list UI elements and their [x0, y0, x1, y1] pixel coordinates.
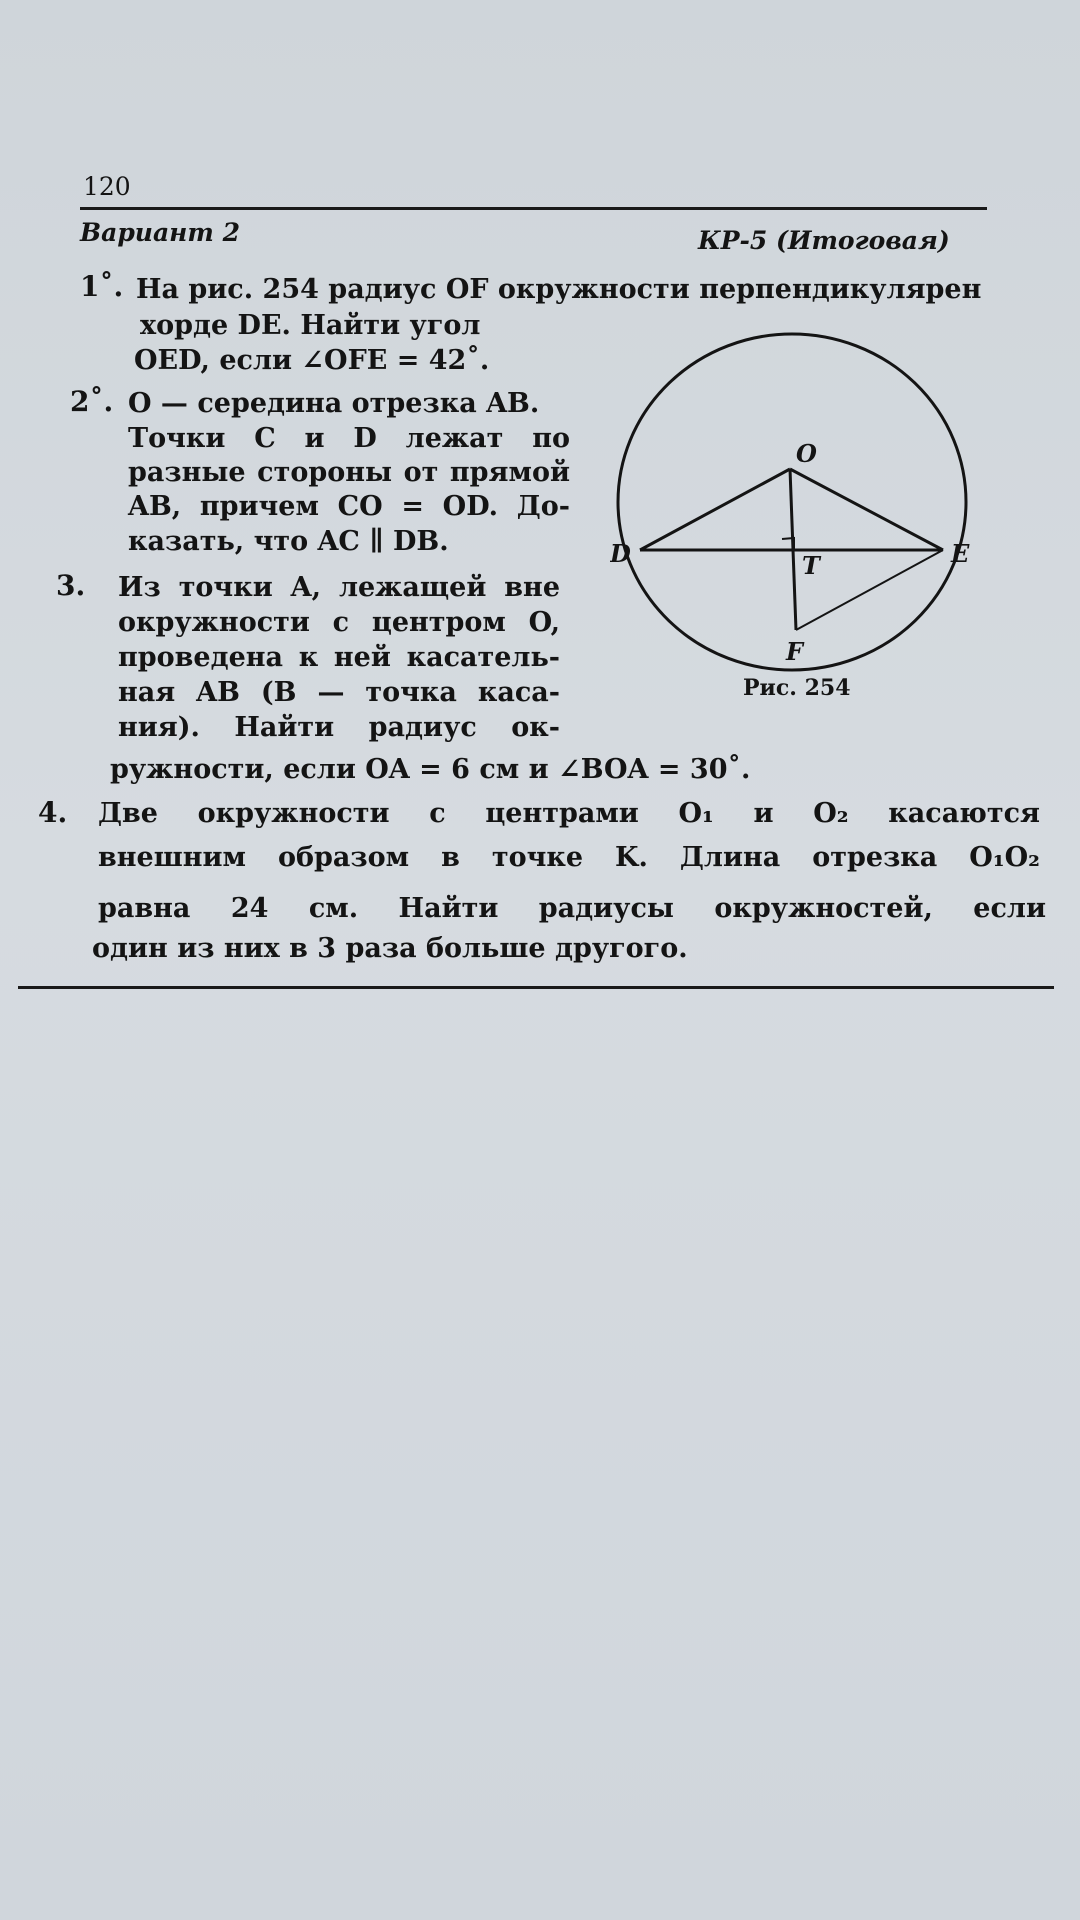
footer-rule [18, 986, 1054, 989]
problem-3-line-5: ния). Найти радиус ок- [118, 712, 560, 743]
figure-caption: Рис. 254 [743, 675, 851, 701]
problem-2-line-3: разные стороны от прямой [128, 457, 570, 488]
radius-oe [790, 469, 943, 550]
problem-1-line-2: хорде DE. Найти угол [140, 310, 481, 341]
problem-1-number: 1˚. [80, 270, 124, 303]
page-number: 120 [83, 172, 131, 201]
radius-od [640, 469, 790, 550]
problem-2-line-2: Точки C и D лежат по [128, 423, 570, 454]
problem-4-line-3: равна 24 см. Найти радиусы окружностей, если [98, 893, 1046, 924]
label-e: E [951, 539, 970, 568]
problem-3-line-3: проведена к ней касатель- [118, 642, 560, 673]
header-rule [80, 207, 987, 210]
problem-4-line-2: внешним образом в точке K. Длина отрезка O₁O₂ [98, 842, 1040, 873]
problem-1-line-3: OED, если ∠OFE = 42˚. [134, 345, 490, 376]
label-o: O [796, 439, 817, 468]
problem-3-line-1: Из точки A, лежащей вне [118, 572, 560, 603]
problem-2-number: 2˚. [70, 385, 114, 418]
label-f: F [786, 637, 804, 666]
figure-254 [610, 312, 982, 680]
problem-3-line-2: окружности с центром O, [118, 607, 560, 638]
problem-4-line-4: один из них в 3 раза больше другого. [92, 933, 688, 964]
problem-3-number: 3. [56, 569, 86, 602]
problem-1-line-1: На рис. 254 радиус OF окружности перпендикулярен [136, 274, 982, 305]
label-d: D [610, 539, 631, 568]
problem-2-line-4: AB, причем CO = OD. До- [128, 491, 570, 522]
problem-4-number: 4. [38, 796, 68, 829]
test-title: КР-5 (Итоговая) [698, 226, 950, 255]
problem-4-line-1: Две окружности с центрами O₁ и O₂ касаются [98, 798, 1040, 829]
problem-3-line-6: ружности, если OA = 6 см и ∠BOA = 30˚. [110, 754, 751, 785]
problem-3-line-4: ная AB (B — точка каса- [118, 677, 560, 708]
problem-2-line-1: O — середина отрезка AB. [128, 388, 540, 419]
problem-2-line-5: казать, что AC ∥ DB. [128, 526, 449, 557]
variant-label: Вариант 2 [80, 218, 240, 247]
label-t: T [802, 551, 820, 580]
